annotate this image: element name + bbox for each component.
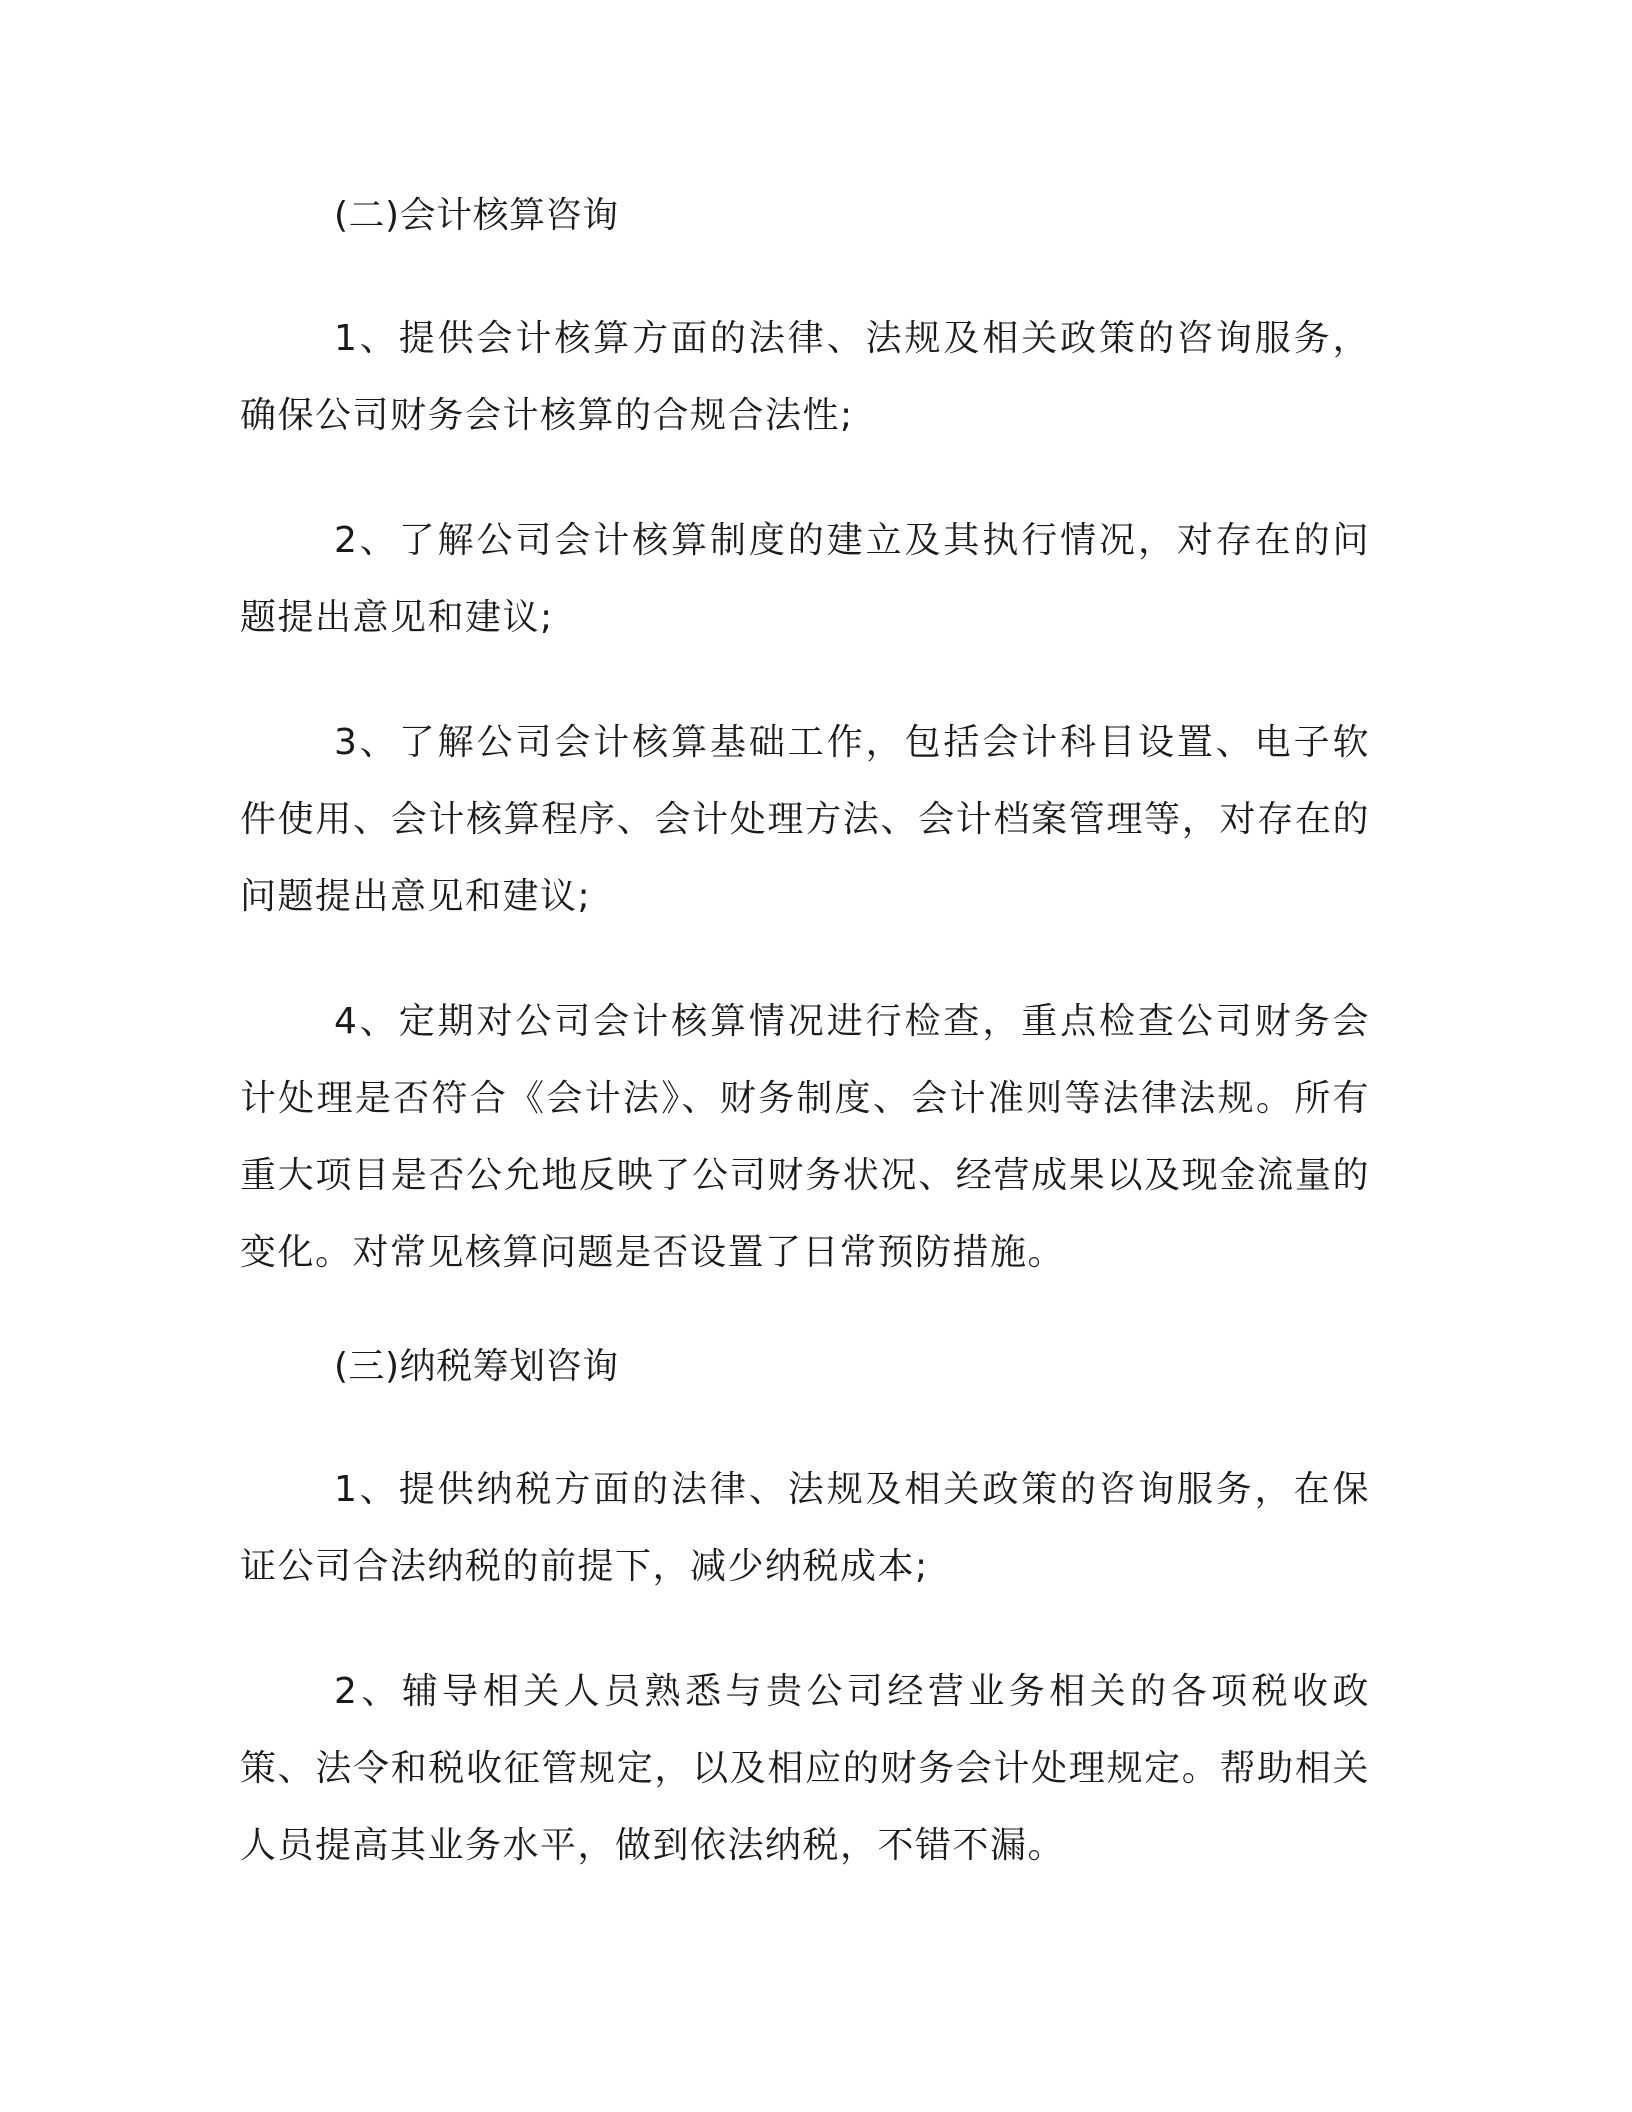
section-heading-accounting: (二)会计核算咨询 <box>334 195 619 236</box>
paragraph-tax-1: 1、提供纳税方面的法律、法规及相关政策的咨询服务，在保证公司合法纳税的前提下，减少纳税成本; <box>240 1469 1370 1587</box>
paragraph-accounting-4: 4、定期对公司会计核算情况进行检查，重点检查公司财务会计处理是否符合《会计法》、财务制度、会计准则等法律法规。所有重大项目是否公允地反映了公司财务状况、经营成果以及现金流量的变化。对常见核算问题是否设置了日常预防措施。 <box>240 1001 1370 1273</box>
paragraph-accounting-1: 1、提供会计核算方面的法律、法规及相关政策的咨询服务，确保公司财务会计核算的合规合法性; <box>240 318 1370 436</box>
paragraph-accounting-2: 2、了解公司会计核算制度的建立及其执行情况，对存在的问题提出意见和建议; <box>240 520 1370 638</box>
section-heading-tax: (三)纳税筹划咨询 <box>334 1346 619 1387</box>
paragraph-tax-2: 2、辅导相关人员熟悉与贵公司经营业务相关的各项税收政策、法令和税收征管规定，以及相应的财务会计处理规定。帮助相关人员提高其业务水平，做到依法纳税，不错不漏。 <box>240 1671 1370 1866</box>
paragraph-accounting-3: 3、了解公司会计核算基础工作，包括会计科目设置、电子软件使用、会计核算程序、会计处理方法、会计档案管理等，对存在的问题提出意见和建议; <box>240 722 1370 917</box>
document-body <box>240 186 1370 1884</box>
